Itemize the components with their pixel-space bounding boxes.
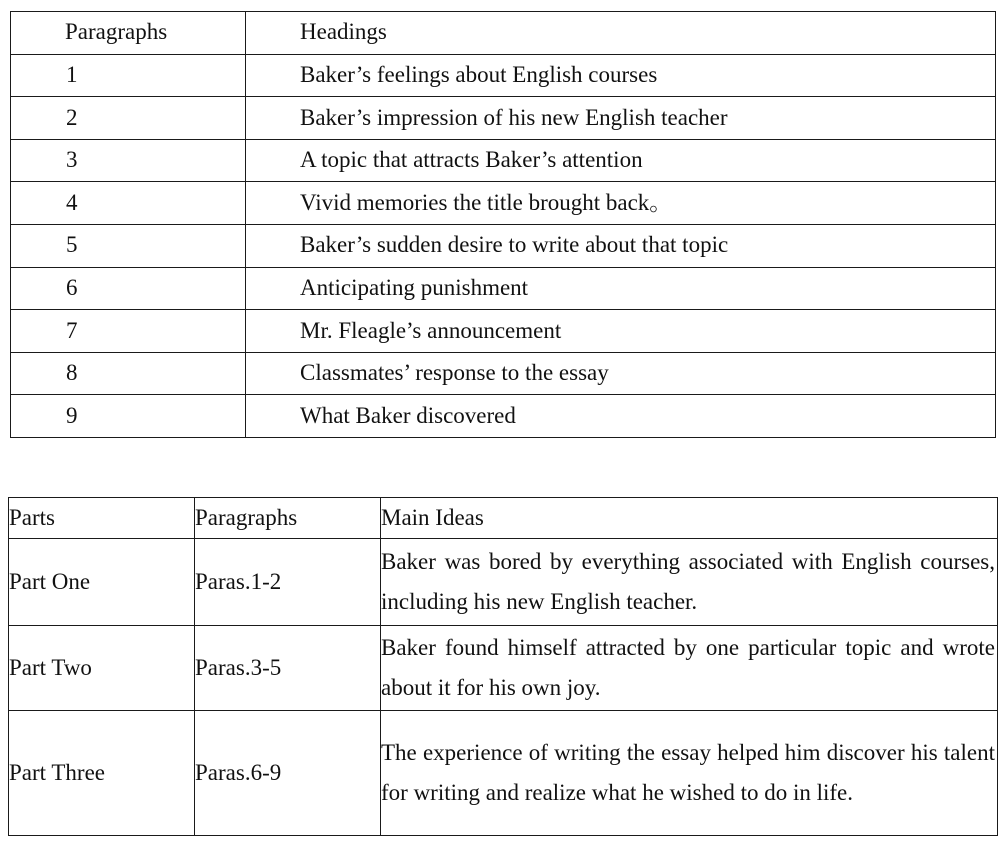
headings-table <box>10 11 996 438</box>
table-row <box>11 352 996 395</box>
paragraph-heading: Mr. Fleagle’s announcement <box>246 310 996 353</box>
paragraph-number: 4 <box>11 182 246 225</box>
header-paragraphs: Paragraphs <box>195 498 381 539</box>
table-row <box>11 224 996 267</box>
paragraph-number: 7 <box>11 310 246 353</box>
table-row <box>9 539 998 626</box>
part-name: Part Two <box>9 626 195 711</box>
table-row <box>11 182 996 225</box>
part-paragraph-range: Paras.1-2 <box>195 539 381 626</box>
table-row <box>9 711 998 836</box>
part-paragraph-range: Paras.6-9 <box>195 711 381 836</box>
main-idea-text: Baker was bored by everything associated with English courses, including his new English teacher. <box>381 549 995 614</box>
part-name: Part One <box>9 539 195 626</box>
paragraph-number: 6 <box>11 267 246 310</box>
part-main-idea <box>381 539 998 626</box>
paragraph-number: 5 <box>11 224 246 267</box>
table-row <box>9 626 998 711</box>
header-paragraphs: Paragraphs <box>11 12 246 55</box>
paragraph-number: 1 <box>11 54 246 97</box>
table-row <box>11 54 996 97</box>
paragraph-heading: Classmates’ response to the essay <box>246 352 996 395</box>
paragraph-heading: Vivid memories the title brought back。 <box>246 182 996 225</box>
paragraph-number: 3 <box>11 139 246 182</box>
paragraph-heading: A topic that attracts Baker’s attention <box>246 139 996 182</box>
paragraph-number: 2 <box>11 97 246 140</box>
part-main-idea <box>381 711 998 836</box>
part-main-idea <box>381 626 998 711</box>
headings-table-header-row <box>11 12 996 55</box>
header-parts: Parts <box>9 498 195 539</box>
table-row <box>11 267 996 310</box>
table-row <box>11 310 996 353</box>
paragraph-heading: Baker’s feelings about English courses <box>246 54 996 97</box>
paragraph-number: 8 <box>11 352 246 395</box>
parts-table <box>8 497 998 836</box>
paragraph-heading: Baker’s sudden desire to write about that topic <box>246 224 996 267</box>
paragraph-number: 9 <box>11 395 246 438</box>
part-name: Part Three <box>9 711 195 836</box>
table-row <box>11 139 996 182</box>
main-idea-text: Baker found himself attracted by one particular topic and wrote about it for his own joy. <box>381 635 995 700</box>
table-row <box>11 395 996 438</box>
paragraph-heading: Anticipating punishment <box>246 267 996 310</box>
main-idea-text: The experience of writing the essay helped him discover his talent for writing and realize what he wished to do in life. <box>381 740 995 805</box>
paragraph-heading: Baker’s impression of his new English teacher <box>246 97 996 140</box>
paragraph-heading: What Baker discovered <box>246 395 996 438</box>
table-row <box>11 97 996 140</box>
header-headings: Headings <box>246 12 996 55</box>
part-paragraph-range: Paras.3-5 <box>195 626 381 711</box>
parts-table-header-row <box>9 498 998 539</box>
header-main-ideas: Main Ideas <box>381 498 998 539</box>
